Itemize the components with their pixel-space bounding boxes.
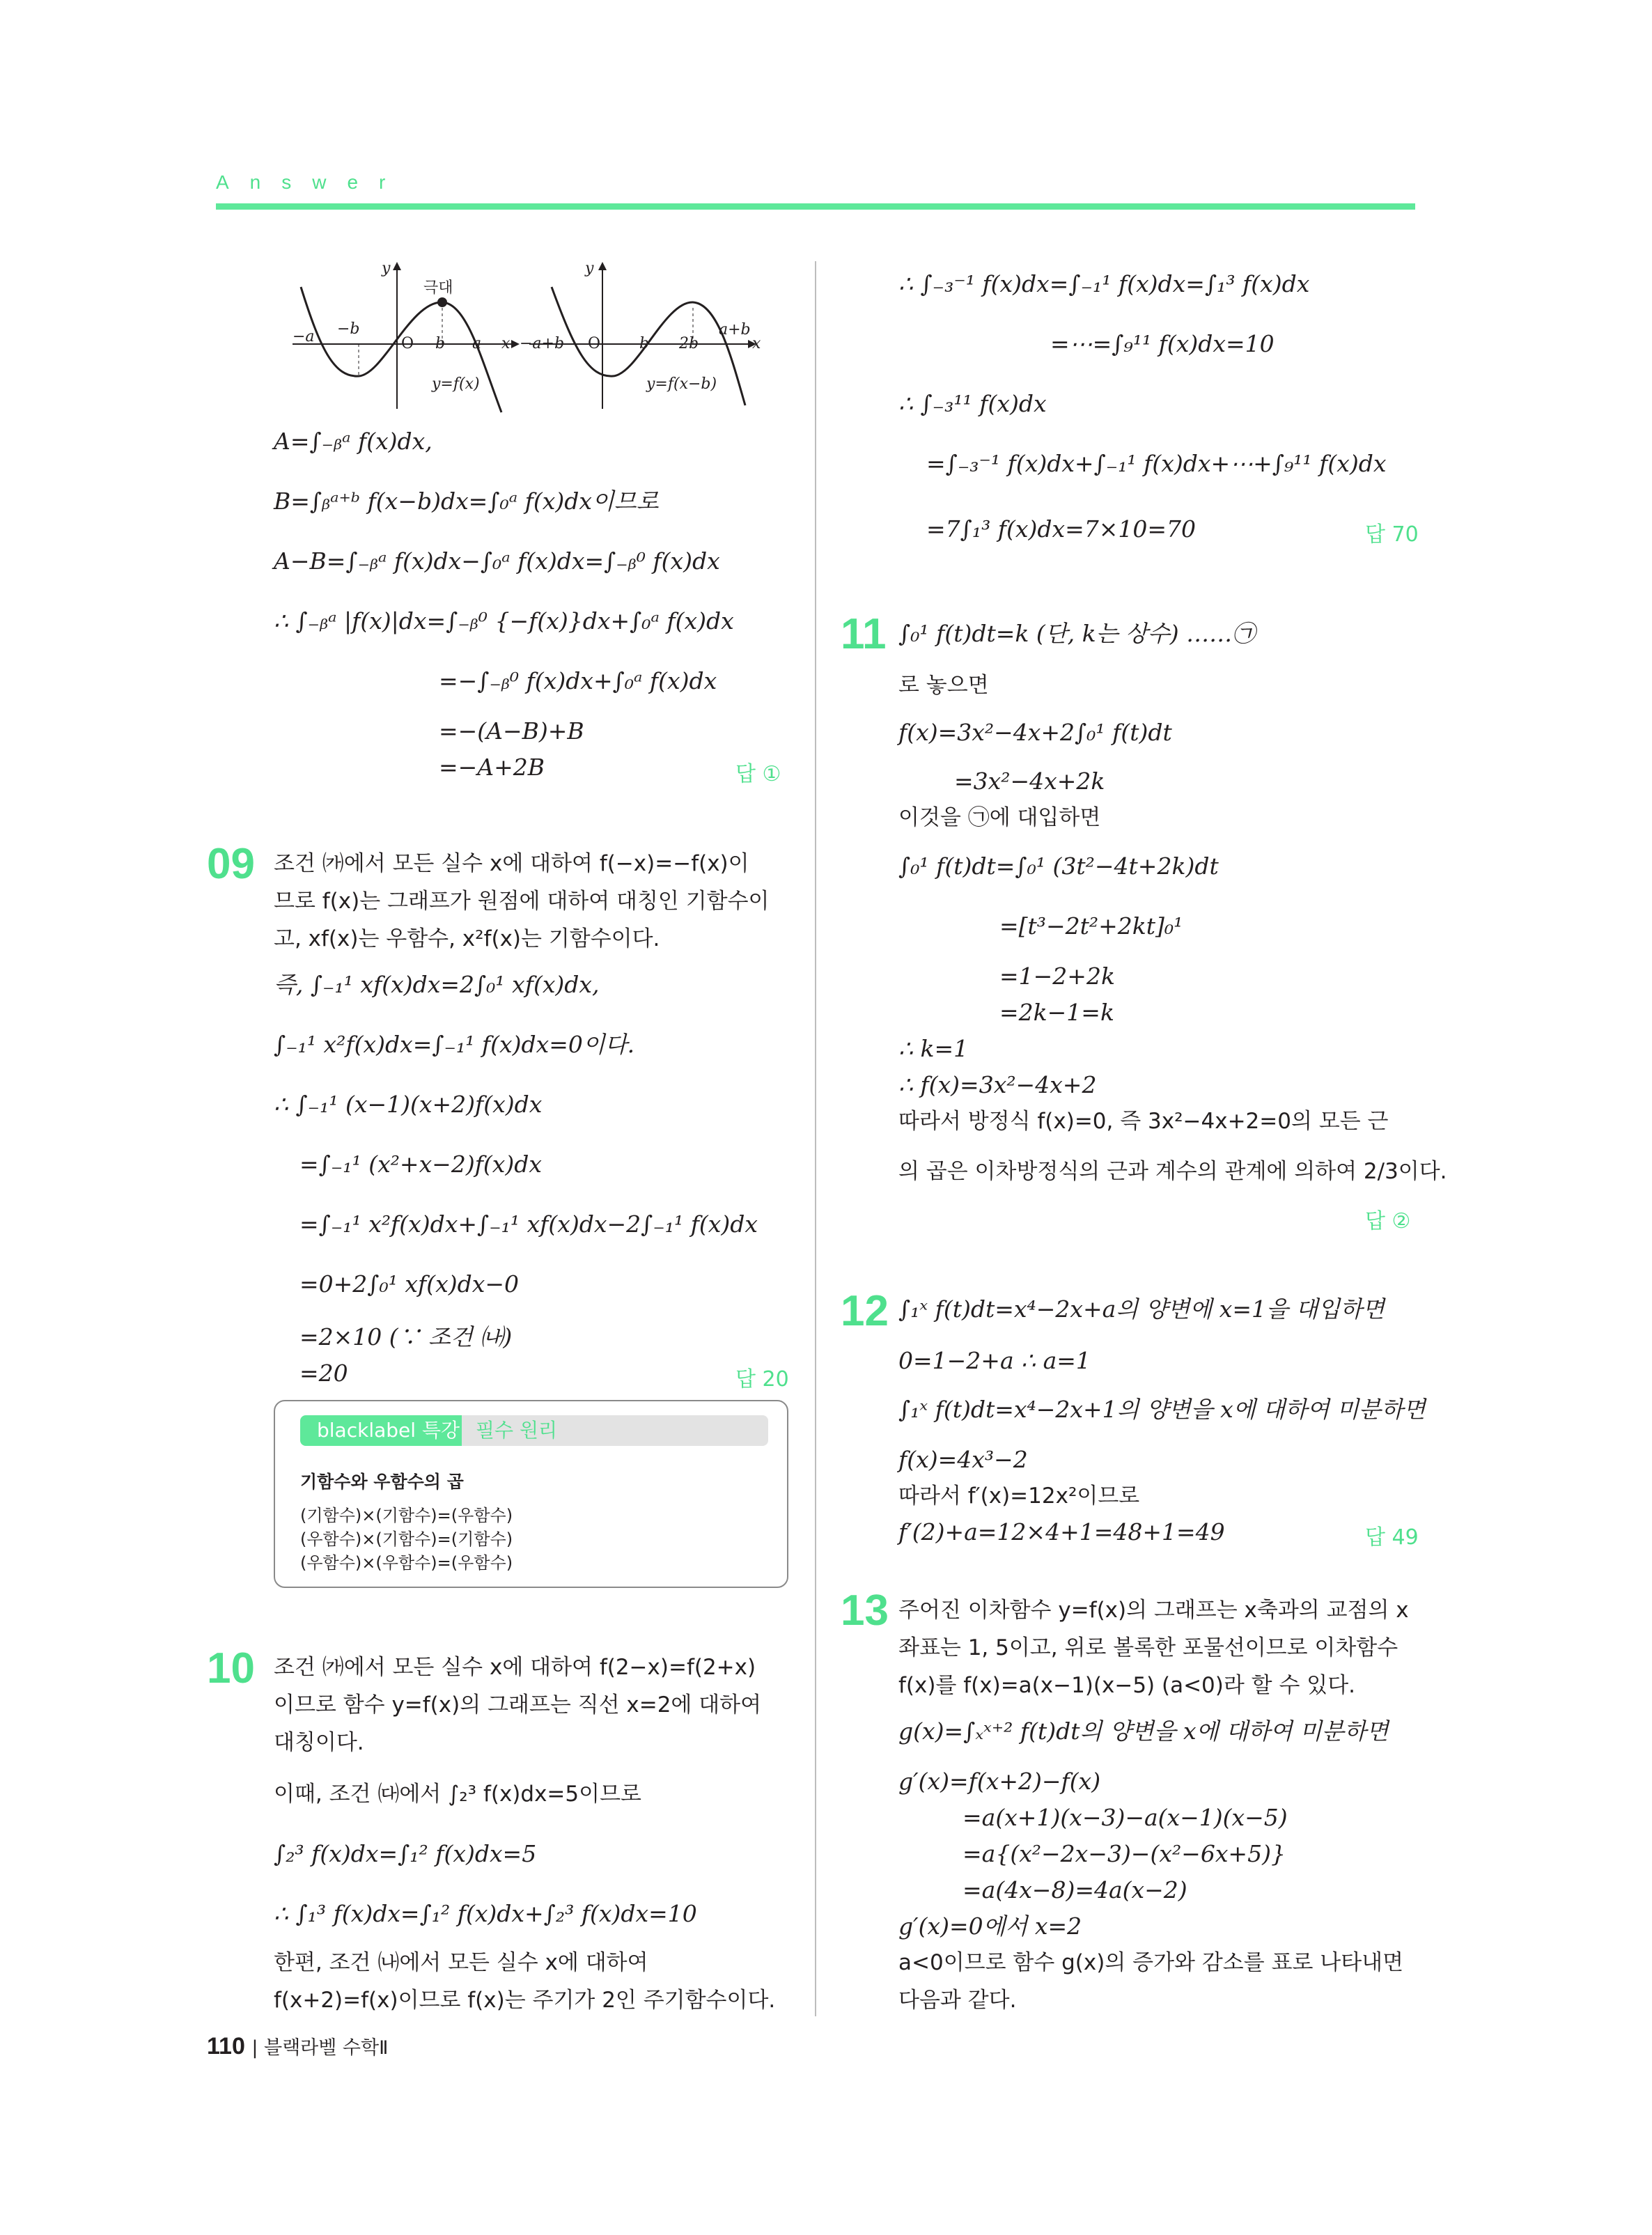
box-line-2: (우함수)×(기함수)=(기함수) xyxy=(300,1529,513,1549)
p08-line-1: A=∫₋ᵦᵃ f(x)dx, xyxy=(274,428,433,455)
p10-line-3: ∴ ∫₋₃¹¹ f(x)dx xyxy=(898,390,1047,417)
q09-line-1: 조건 ㈎에서 모든 실수 x에 대하여 f(−x)=−f(x)이 xyxy=(274,851,749,876)
q10-line-4: 이때, 조건 ㈐에서 ∫₂³ f(x)dx=5이므로 xyxy=(274,1782,641,1807)
graph-left-tick-b: b xyxy=(435,335,446,352)
q10-line-3: 대칭이다. xyxy=(274,1730,364,1755)
p10-line-5: =7∫₁³ f(x)dx=7×10=70 xyxy=(926,515,1197,543)
p08-line-3: A−B=∫₋ᵦᵃ f(x)dx−∫₀ᵃ f(x)dx=∫₋ᵦ⁰ f(x)dx xyxy=(274,547,720,575)
q13-line-7: =a{(x²−2x−3)−(x²−6x+5)} xyxy=(963,1840,1286,1867)
q11-line-1: ∫₀¹ f(t)dt=k (단, k는 상수) ……㉠ xyxy=(898,620,1256,647)
p08-line-2: B=∫ᵦᵃ⁺ᵇ f(x−b)dx=∫₀ᵃ f(x)dx이므로 xyxy=(274,488,659,515)
p08-line-7: =−A+2B xyxy=(439,754,545,781)
q11-line-3: f(x)=3x²−4x+2∫₀¹ f(t)dt xyxy=(898,719,1172,746)
box-line-3: (우함수)×(우함수)=(우함수) xyxy=(300,1553,513,1573)
p10-answer: 답 70 xyxy=(1365,522,1419,547)
q13-line-5: g′(x)=f(x+2)−f(x) xyxy=(898,1768,1101,1795)
blacklabel-box xyxy=(274,1400,788,1588)
q09-line-9: =0+2∫₀¹ xf(x)dx−0 xyxy=(299,1270,519,1298)
q12-line-3: ∫₁ˣ f(t)dt=x⁴−2x+1의 양변을 x에 대하여 미분하면 xyxy=(898,1396,1426,1423)
q09-line-11: =20 xyxy=(299,1360,348,1387)
q13-line-3: f(x)를 f(x)=a(x−1)(x−5) (a<0)라 할 수 있다. xyxy=(898,1673,1356,1698)
q09-answer: 답 20 xyxy=(735,1367,789,1392)
graph-right-tick-neg-a-plus-b: −a+b xyxy=(520,335,565,352)
q10-line-6: ∴ ∫₁³ f(x)dx=∫₁² f(x)dx+∫₂³ f(x)dx=10 xyxy=(274,1900,697,1927)
graph-left-tick-neg-b: −b xyxy=(337,320,360,338)
q09-line-3: 고, xf(x)는 우함수, x²f(x)는 기함수이다. xyxy=(274,926,660,951)
p08-answer: 답 ① xyxy=(735,762,781,786)
q09-line-2: 므로 f(x)는 그래프가 원점에 대하여 대칭인 기함수이 xyxy=(274,889,770,914)
graph-right-xlabel: x xyxy=(752,335,761,352)
q12-line-5: 따라서 f′(x)=12x²이므로 xyxy=(898,1483,1140,1509)
q13-number: 13 xyxy=(841,1587,889,1635)
page-number: 110 xyxy=(207,2033,245,2059)
q11-line-11: ∴ f(x)=3x²−4x+2 xyxy=(898,1071,1097,1098)
q12-number: 12 xyxy=(841,1287,889,1335)
q09-number: 09 xyxy=(207,840,255,888)
q09-line-5: ∫₋₁¹ x²f(x)dx=∫₋₁¹ f(x)dx=0이다. xyxy=(274,1031,635,1058)
q11-line-4: =3x²−4x+2k xyxy=(954,768,1105,795)
p10-line-2: =⋯=∫₉¹¹ f(x)dx=10 xyxy=(1050,330,1275,357)
book-title: | 블랙라벨 수학Ⅱ xyxy=(251,2037,389,2059)
header-rule xyxy=(216,203,1415,210)
graph-left-tick-a: a xyxy=(472,335,482,352)
q12-line-6: f′(2)+a=12×4+1=48+1=49 xyxy=(898,1518,1225,1545)
section-header: Answer xyxy=(216,171,407,193)
box-tag-principle: 필수 원리 xyxy=(462,1415,768,1446)
q13-line-2: 좌표는 1, 5이고, 위로 볼록한 포물선이므로 이차함수 xyxy=(898,1635,1398,1660)
p10-line-4: =∫₋₃⁻¹ f(x)dx+∫₋₁¹ f(x)dx+⋯+∫₉¹¹ f(x)dx xyxy=(926,450,1387,477)
q11-line-2: 로 놓으면 xyxy=(898,673,989,698)
graph-left-xlabel: x xyxy=(501,335,511,352)
q11-line-8: =1−2+2k xyxy=(999,963,1115,990)
graph-right-tick-a-plus-b: a+b xyxy=(719,321,751,338)
box-tag-blacklabel: blacklabel 특강 xyxy=(300,1415,476,1446)
q13-line-10: a<0이므로 함수 g(x)의 증가와 감소를 표로 나타내면 xyxy=(898,1950,1404,1975)
q10-line-7: 한편, 조건 ㈏에서 모든 실수 x에 대하여 xyxy=(274,1950,648,1975)
graph-left-peak: 극대 xyxy=(423,279,453,297)
q09-line-6: ∴ ∫₋₁¹ (x−1)(x+2)f(x)dx xyxy=(274,1091,543,1118)
q11-line-10: ∴ k=1 xyxy=(898,1035,969,1062)
p10-line-1: ∴ ∫₋₃⁻¹ f(x)dx=∫₋₁¹ f(x)dx=∫₁³ f(x)dx xyxy=(898,270,1310,297)
graph-left-caption: y=f(x) xyxy=(432,375,480,393)
p08-line-5: =−∫₋ᵦ⁰ f(x)dx+∫₀ᵃ f(x)dx xyxy=(439,667,717,694)
q12-line-4: f(x)=4x³−2 xyxy=(898,1446,1028,1473)
q09-line-8: =∫₋₁¹ x²f(x)dx+∫₋₁¹ xf(x)dx−2∫₋₁¹ f(x)dx xyxy=(299,1210,758,1238)
q13-line-6: =a(x+1)(x−3)−a(x−1)(x−5) xyxy=(963,1804,1288,1831)
graph-right-caption: y=f(x−b) xyxy=(646,375,717,393)
q13-line-4: g(x)=∫ₓˣ⁺² f(t)dt의 양변을 x에 대하여 미분하면 xyxy=(898,1718,1389,1745)
q10-line-2: 이므로 함수 y=f(x)의 그래프는 직선 x=2에 대하여 xyxy=(274,1692,762,1718)
q13-line-9: g′(x)=0에서 x=2 xyxy=(898,1913,1082,1940)
graph-right-tick-b: b xyxy=(639,335,650,352)
q11-line-5: 이것을 ㉠에 대입하면 xyxy=(898,805,1101,830)
q09-line-4: 즉, ∫₋₁¹ xf(x)dx=2∫₀¹ xf(x)dx, xyxy=(274,971,600,998)
graph-left-origin: O xyxy=(401,335,414,352)
column-divider xyxy=(815,261,816,2016)
q10-line-1: 조건 ㈎에서 모든 실수 x에 대하여 f(2−x)=f(2+x) xyxy=(274,1655,756,1680)
graph-right-tick-2b: 2b xyxy=(679,335,699,352)
q12-line-2: 0=1−2+a ∴ a=1 xyxy=(898,1347,1091,1374)
box-line-1: (기함수)×(기함수)=(우함수) xyxy=(300,1506,513,1525)
q09-line-7: =∫₋₁¹ (x²+x−2)f(x)dx xyxy=(299,1151,543,1178)
function-graphs xyxy=(293,259,780,416)
q10-line-5: ∫₂³ f(x)dx=∫₁² f(x)dx=5 xyxy=(274,1840,537,1867)
page-footer xyxy=(207,2032,388,2060)
q10-number: 10 xyxy=(207,1644,255,1692)
box-title: 기함수와 우함수의 곱 xyxy=(300,1472,464,1492)
q13-line-8: =a(4x−8)=4a(x−2) xyxy=(963,1876,1187,1903)
q11-line-7: =[t³−2t²+2kt]₀¹ xyxy=(999,912,1183,940)
q09-line-10: =2×10 (∵ 조건 ㈏) xyxy=(299,1323,513,1350)
q11-number: 11 xyxy=(841,610,887,658)
q11-line-6: ∫₀¹ f(t)dt=∫₀¹ (3t²−4t+2k)dt xyxy=(898,852,1219,880)
q11-answer: 답 ② xyxy=(1365,1209,1411,1233)
graph-right xyxy=(520,260,761,409)
q11-line-12: 따라서 방정식 f(x)=0, 즉 3x²−4x+2=0의 모든 근 xyxy=(898,1109,1389,1134)
graph-right-origin: O xyxy=(588,335,601,352)
p08-line-4: ∴ ∫₋ᵦᵃ |f(x)|dx=∫₋ᵦ⁰ {−f(x)}dx+∫₀ᵃ f(x)dx xyxy=(274,607,734,634)
q11-line-13: 의 곱은 이차방정식의 근과 계수의 관계에 의하여 2/3이다. xyxy=(898,1159,1447,1184)
q13-line-11: 다음과 같다. xyxy=(898,1988,1017,2013)
q13-line-1: 주어진 이차함수 y=f(x)의 그래프는 x축과의 교점의 x xyxy=(898,1598,1409,1623)
q12-answer: 답 49 xyxy=(1365,1525,1419,1550)
graph-left-ylabel: y xyxy=(382,260,391,277)
p08-line-6: =−(A−B)+B xyxy=(439,717,584,745)
graph-right-ylabel: y xyxy=(585,260,594,277)
q12-line-1: ∫₁ˣ f(t)dt=x⁴−2x+a의 양변에 x=1을 대입하면 xyxy=(898,1295,1385,1323)
q11-line-9: =2k−1=k xyxy=(999,999,1114,1026)
graph-left-tick-neg-a: −a xyxy=(293,328,315,345)
graph-left xyxy=(293,260,520,412)
q10-line-8: f(x+2)=f(x)이므로 f(x)는 주기가 2인 주기함수이다. xyxy=(274,1988,776,2013)
